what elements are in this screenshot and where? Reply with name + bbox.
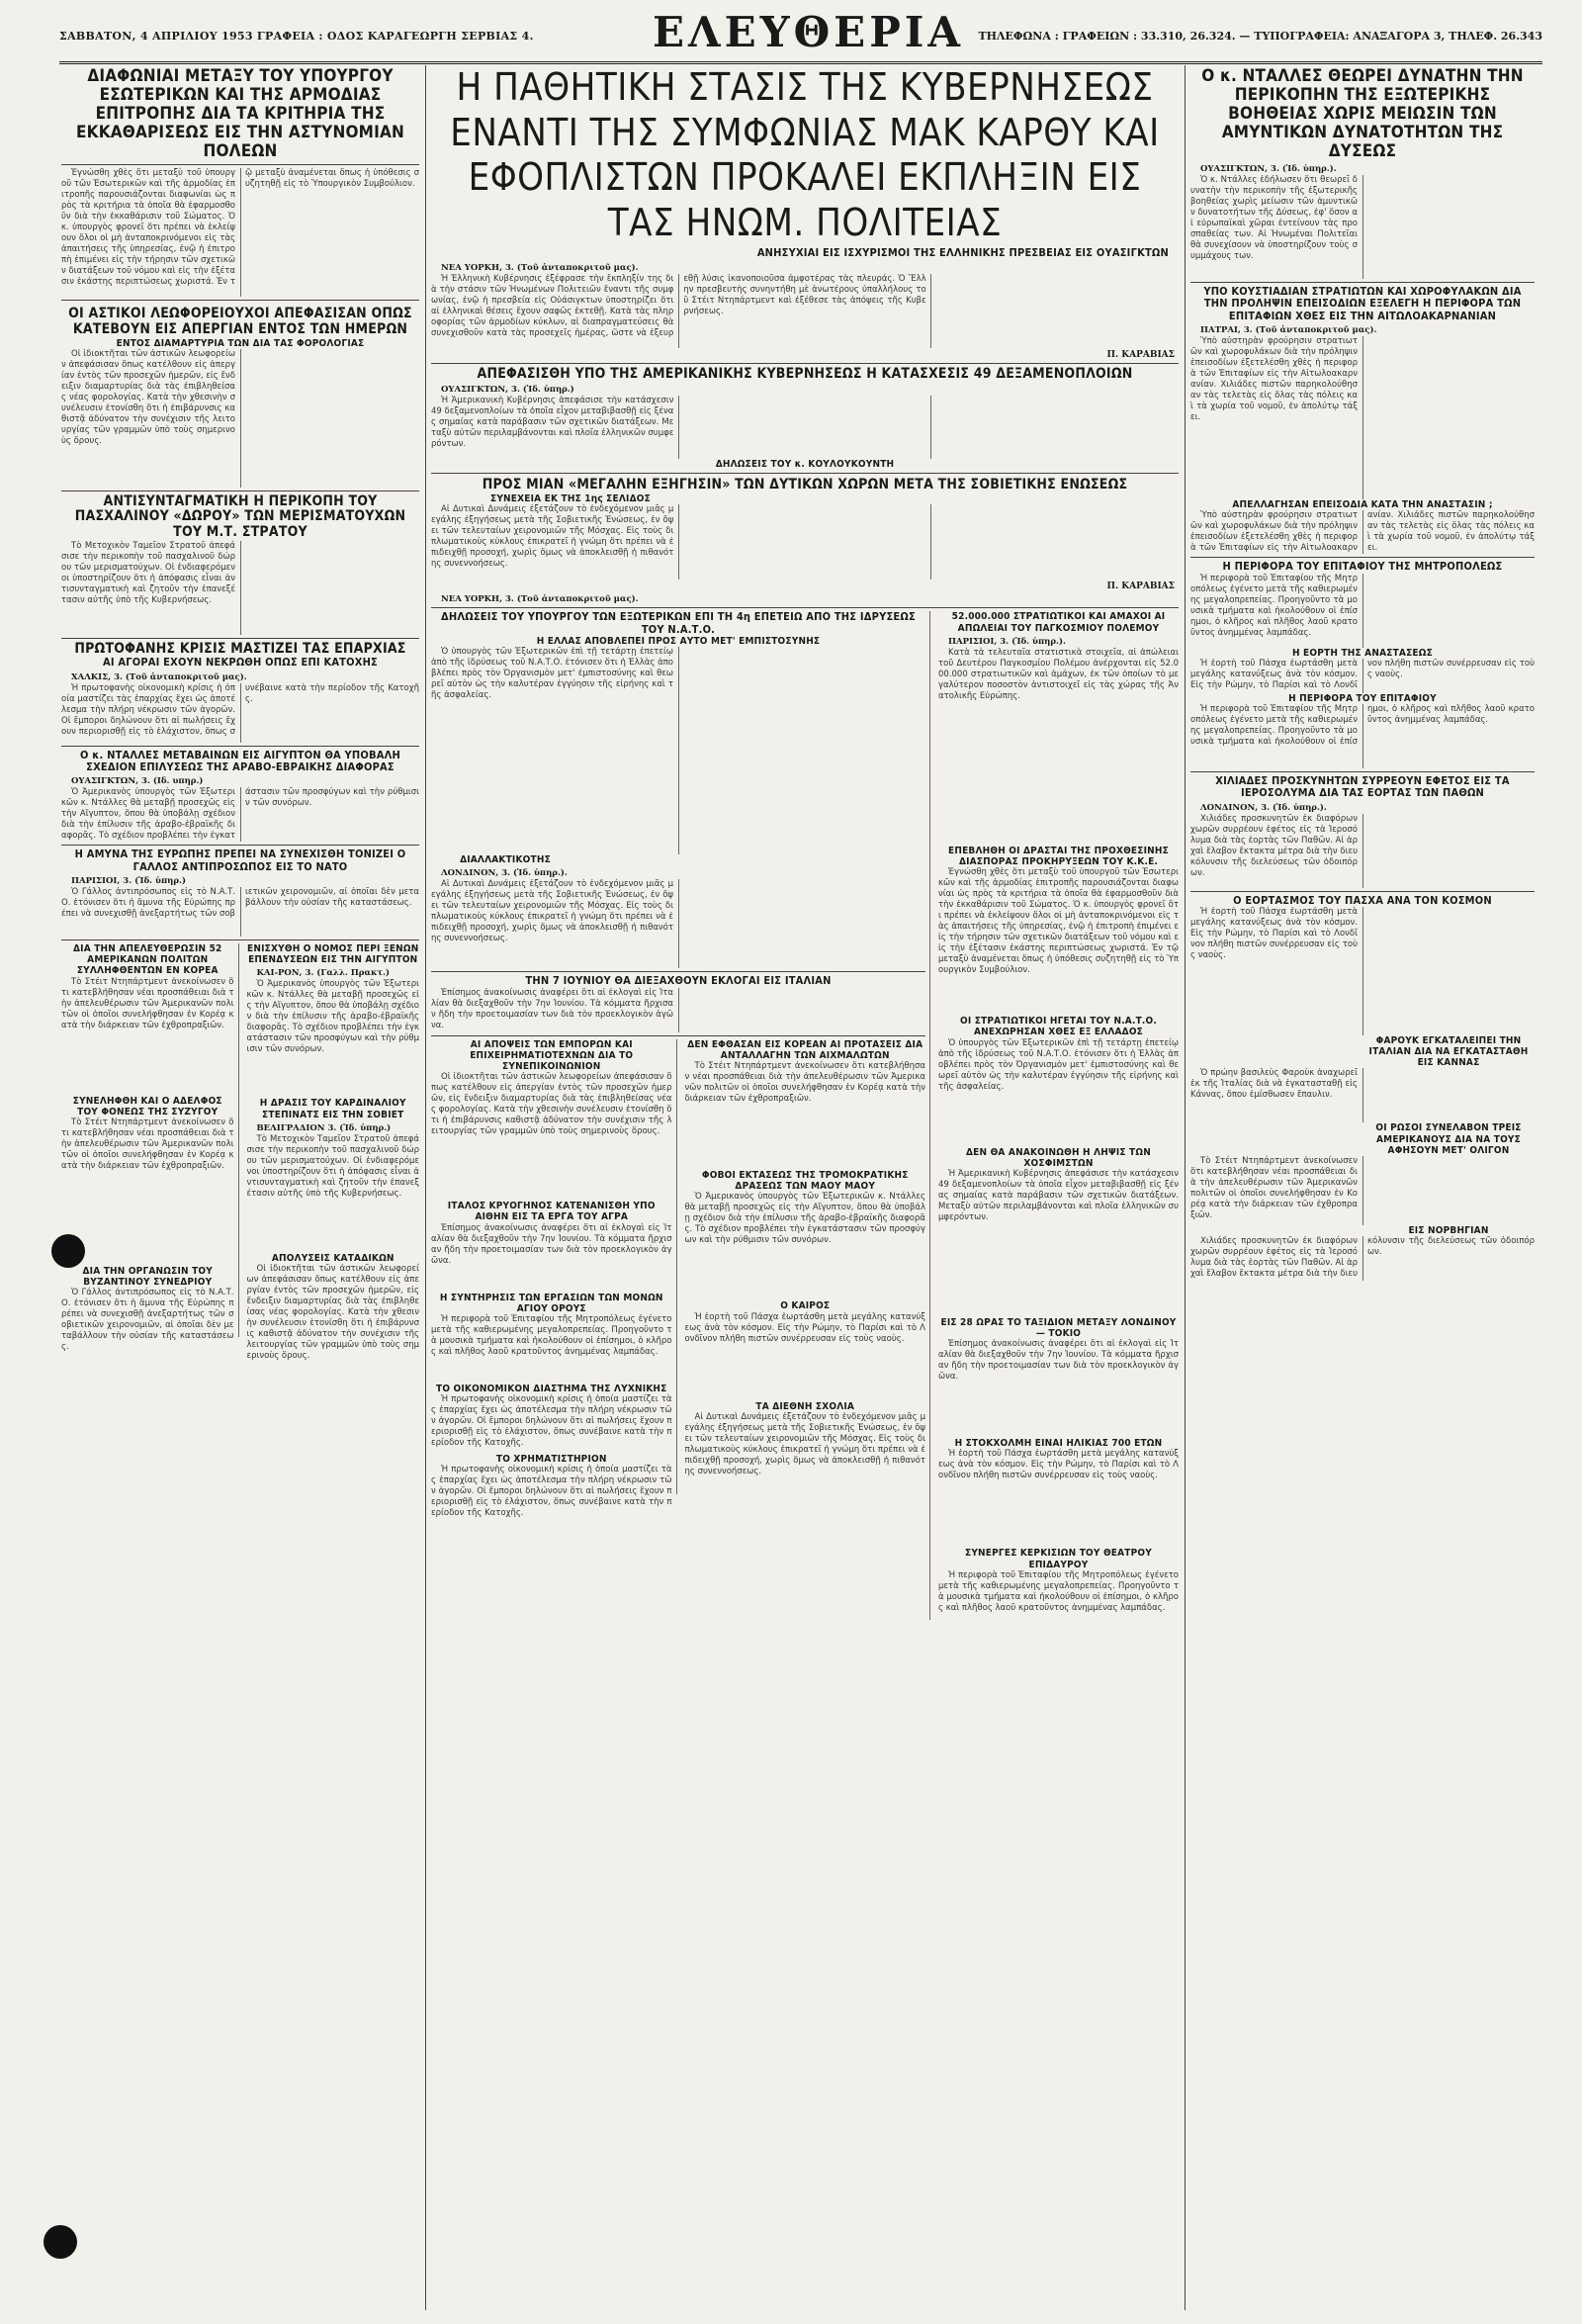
headline-emporoi: ΑΙ ΑΠΟΨΕΙΣ ΤΩΝ ΕΜΠΟΡΩΝ ΚΑΙ ΕΠΙΧΕΙΡΗΜΑΤΙΟΤΕΧΝΩΝ ΔΙΑ ΤΟ ΣΥΝΕΠΙΚΟΙΝΩΝΙΟΝ	[470, 1038, 634, 1073]
article-byzantine: Ὁ Γάλλος ἀντιπρόσωπος εἰς τὸ Ν.Α.Τ.Ο. ἐτόνισεν ὅτι ἡ ἄμυνα τῆς Εὐρώπης πρέπει νὰ συνεχισθῇ ἀνεξαρτήτως τῶν σοβιετικῶν χειρονομιῶν, αἱ ὁποῖαι δὲν μεταβάλλουν τὴν οὐσίαν τῆς καταστάσεως.	[61, 1288, 234, 1353]
headline-korea-prisoners: ΔΙΑ ΤΗΝ ΑΠΕΛΕΥΘΕΡΩΣΙΝ 52 ΑΜΕΡΙΚΑΝΩΝ ΠΟΛΙΤΩΝ ΣΥΛΛΗΦΘΕΝΤΩΝ ΕΝ ΚΟΡΕΑ	[73, 942, 222, 977]
right-column	[1190, 67, 1535, 2312]
dateline-belgrade: ΒΕΛΙΓΡΑΔΙΟΝ 3. (Ἰδ. ὑπηρ.)	[256, 1122, 392, 1133]
article-emporoi: Οἱ ἰδιοκτῆται τῶν ἀστικῶν λεωφορείων ἀπεφάσισαν ὅπως κατέλθουν εἰς ἀπεργίαν ἐντὸς τῶν προσεχῶν ἡμερῶν, εἰς ἔνδειξιν διαμαρτυρίας διὰ τὰς ἐπιβληθείσας νέας φορολογίας. Κατὰ τὴν χθεσινὴν συνέλευσιν ἐτονίσθη ὅτι ἡ ἐπιβάρυνσις καθιστᾷ ἀδύνατον τὴν συνέχισιν τῆς λειτουργίας τῶν γραμμῶν ὑπὸ τοὺς σημερινοὺς ὅρους.	[431, 1072, 672, 1137]
article-synelifthi: Τὸ Στέιτ Ντηπάρτμεντ ἀνεκοίνωσεν ὅτι κατεβλήθησαν νέαι προσπάθειαι διὰ τὴν ἀπελευθέρωσιν τῶν Ἀμερικανῶν πολιτῶν οἱ ὁποῖοι συνελήφθησαν ἐν Κορέᾳ κατὰ τὴν διάρκειαν τῶν ἐχθροπραξιῶν.	[61, 1117, 234, 1171]
headline-megali-exigisi: ΠΡΟΣ ΜΙΑΝ «ΜΕΓΑΛΗΝ ΕΞΗΓΗΣΙΝ» ΤΩΝ ΔΥΤΙΚΩΝ ΧΩΡΩΝ ΜΕΤΑ ΤΗΣ ΣΟΒΙΕΤΙΚΗΣ ΕΝΩΣΕΩΣ	[482, 476, 1128, 492]
article-apolyseis: Οἱ ἰδιοκτῆται τῶν ἀστικῶν λεωφορείων ἀπεφάσισαν ὅπως κατέλθουν εἰς ἀπεργίαν ἐντὸς τῶν προσεχῶν ἡμερῶν, εἰς ἔνδειξιν διαμαρτυρίας διὰ τὰς ἐπιβληθείσας νέας φορολογίας. Κατὰ τὴν χθεσινὴν συνέλευσιν ἐτονίσθη ὅτι ἡ ἐπιβάρυνσις καθιστᾷ ἀδύνατον τὴν συνέχισιν τῆς λειτουργίας τῶν γραμμῶν ὑπὸ τοὺς σημερινοὺς ὅρους.	[246, 1263, 419, 1361]
headline-ierosolyma: ΧΙΛΙΑΔΕΣ ΠΡΟΣΚΥΝΗΤΩΝ ΣΥΡΡΕΟΥΝ ΕΦΕΤΟΣ ΕΙΣ ΤΑ ΙΕΡΟΣΟΛΥΜΑ ΔΙΑ ΤΑΣ ΕΟΡΤΑΣ ΤΩΝ ΠΑΘΩΝ	[1215, 773, 1510, 800]
article-epitafioi: Ὑπὸ αὐστηρὰν φρούρησιν στρατιωτῶν καὶ χωροφυλάκων διὰ τὴν πρόληψιν ἐπεισοδίων ἐξετελέσθη χθὲς ἡ περιφορὰ τῶν Ἐπιταφίων εἰς τὴν Αἰτωλοακαρνανίαν. Χιλιάδες πιστῶν παρηκολούθησαν τὰς τελετὰς εἰς ὅλας τὰς πόλεις καὶ τὰ χωρία τοῦ νομοῦ, ἐν ἀπολύτῳ τάξει.	[1190, 336, 1358, 423]
dateline-washington: ΟΥΑΣΙΓΚΤΩΝ, 3. (Ιδ. υπηρ.)	[71, 776, 204, 787]
article-ierosolyma: Χιλιάδες προσκυνητῶν ἐκ διαφόρων χωρῶν συρρέουν ἐφέτος εἰς τὰ Ἱεροσόλυμα διὰ τὰς ἑορτὰς τῶν Παθῶν. Αἱ ἀρχαὶ ἔλαβον ἔκτακτα μέτρα διὰ τὴν διευκόλυνσιν τῆς διελεύσεως τῶν ὁδοιπόρων.	[1190, 813, 1358, 878]
article-tankers: Ἡ Ἀμερικανικὴ Κυβέρνησις ἀπεφάσισε τὴν κατάσχεσιν 49 δεξαμενοπλοίων τὰ ὁποῖα εἶχον μεταβιβασθῇ εἰς ξένας σημαίας κατὰ παράβασιν τῶν σχετικῶν διατάξεων. Μεταξὺ αὐτῶν περιλαμβάνονται καὶ πλοῖα ἑλληνικῶν συμφερόντων.	[431, 396, 674, 450]
ink-stain	[44, 2225, 77, 2259]
headline-leoforeia: ΟΙ ΑΣΤΙΚΟΙ ΛΕΩΦΟΡΕΙΟΥΧΟΙ ΑΠΕΦΑΣΙΣΑΝ ΟΠΩΣ ΚΑΤΕΒΟΥΝ ΕΙΣ ΑΠΕΡΓΙΑΝ ΕΝΤΟΣ ΤΩΝ ΗΜΕΡΩΝ	[68, 306, 412, 337]
article-italy: Ἐπίσημος ἀνακοίνωσις ἀναφέρει ὅτι αἱ ἐκλογαὶ εἰς Ἰταλίαν θὰ διεξαχθοῦν τὴν 7ην Ἰουνίου. Τὰ κόμματα ἤρχισαν ἤδη τὴν προετοιμασίαν των διὰ τὸν προεκλογικὸν ἀγῶνα.	[431, 987, 673, 1030]
headline-ntalles-aigyptos: Ο κ. ΝΤΑΛΛΕΣ ΜΕΤΑΒΑΙΝΩΝ ΕΙΣ ΑΙΓΥΠΤΟΝ ΘΑ ΥΠΟΒΑΛΗ ΣΧΕΔΙΟΝ ΕΠΙΛΥΣΕΩΣ ΤΗΣ ΑΡΑΒΟ-ΕΒΡΑΙΚΗΣ ΔΙΑΦΟΡΑΣ	[80, 748, 400, 773]
headline-doro: ΑΝΤΙΣΥΝΤΑΓΜΑΤΙΚΗ Η ΠΕΡΙΚΟΠΗ ΤΟΥ ΠΑΣΧΑΛΙΝΟΥ «ΔΩΡΟΥ» ΤΩΝ ΜΕΡΙΣΜΑΤΟΥΧΩΝ ΤΟΥ Μ.Τ. ΣΤΡΑΤΟΥ	[74, 492, 406, 541]
article-megali-exigisi: Αἱ Δυτικαὶ Δυνάμεις ἐξετάζουν τὸ ἐνδεχόμενον μιᾶς μεγάλης ἐξηγήσεως μετὰ τῆς Σοβιετικῆς Ἑνώσεως, ἐν ὄψει τῶν τελευταίων χειρονομιῶν τῆς Μόσχας. Εἰς τοὺς διπλωματικοὺς κύκλους ἐπικρατεῖ ἡ γνώμη ὅτι πρέπει νὰ ἐπιδειχθῇ προσοχή, χωρὶς ὅμως νὰ ἀποκλεισθῇ ἡ πιθανότης συνεννοήσεως.	[431, 503, 674, 569]
headline-xrimatistirion: ΤΟ ΧΡΗΜΑΤΙΣΤΗΡΙΟΝ	[495, 1454, 607, 1466]
headline-stockholm: Η ΣΤΟΚΧΟΛΜΗ ΕΙΝΑΙ ΗΛΙΚΙΑΣ 700 ΕΤΩΝ	[954, 1438, 1163, 1450]
article-eorti: Ἡ ἑορτὴ τοῦ Πάσχα ἑωρτάσθη μετὰ μεγάλης κατανύξεως ἀνὰ τὸν κόσμον. Εἰς τὴν Ρώμην, τὸ Παρίσι καὶ τὸ Λονδῖνον πλήθη πιστῶν συνέρρευσαν εἰς τοὺς ναοὺς.	[1190, 658, 1535, 690]
article-italos: Ἐπίσημος ἀνακοίνωσις ἀναφέρει ὅτι αἱ ἐκλογαὶ εἰς Ἰταλίαν θὰ διεξαχθοῦν τὴν 7ην Ἰουνίου. Τὰ κόμματα ἤρχισαν ἤδη τὴν προετοιμασίαν των διὰ τὸν προεκλογικὸν ἀγῶνα.	[431, 1222, 672, 1266]
dateline-london-right: ΛΟΝΔΙΝΟΝ, 3. (Ἰδ. ὑπηρ.).	[1200, 802, 1327, 813]
headline-italos: ΙΤΑΛΟΣ ΚΡΥΟΓΗΝΟΣ ΚΑΤΕΝΑΝΙΣΘΗ ΥΠΟ ΑΙΘΗΝ ΕΙΣ ΤΑ ΕΡΓΑ ΤΟΥ ΑΓΡΑ	[447, 1201, 656, 1223]
signature-karavias: Π. ΚΑΡΑΒΙΑΣ	[1106, 349, 1175, 360]
dateline-washington-right: ΟΥΑΣΙΓΚΤΩΝ, 3. (Ἰδ. ὑπηρ.).	[1200, 164, 1337, 175]
dateline-london: ΛΟΝΔΙΝΟΝ, 3. (Ἰδ. ὑπηρ.).	[441, 868, 568, 879]
article-farouk: Ὁ πρώην βασιλεὺς Φαροὺκ ἀναχωρεῖ ἐκ τῆς Ἰταλίας διὰ νὰ ἐγκατασταθῇ εἰς Κάννας, ὅπου ἐμίσθωσεν ἔπαυλιν.	[1190, 1068, 1358, 1101]
article-korea-proposals: Τὸ Στέιτ Ντηπάρτμεντ ἀνεκοίνωσεν ὅτι κατεβλήθησαν νέαι προσπάθειαι διὰ τὴν ἀπελευθέρωσιν τῶν Ἀμερικανῶν πολιτῶν οἱ ὁποῖοι συνελήφθησαν ἐν Κορέᾳ κατὰ τὴν διάρκειαν τῶν ἐχθροπραξιῶν.	[684, 1061, 925, 1105]
main-subheadline: ΑΝΗΣΥΧΙΑΙ ΕΙΣ ΙΣΧΥΡΙΣΜΟΙ ΤΗΣ ΕΛΛΗΝΙΚΗΣ ΠΡΕΣΒΕΙΑΣ ΕΙΣ ΟΥΑΣΙΓΚΤΩΝ	[756, 246, 1169, 260]
main-headline: Η ΠΑΘΗΤΙΚΗ ΣΤΑΣΙΣ ΤΗΣ ΚΥΒΕΡΝΗΣΕΩΣ ΕΝΑΝΤΙ ΤΗΣ ΣΥΜΦΩΝΙΑΣ ΜΑΚ ΚΑΡΘΥ ΚΑΙ ΕΦΟΠΛΙΣΤΩΝ ΠΡΟΚΑΛΕΙ ΕΚΠΛΗΞΙΝ ΕΙΣ ΤΑΣ ΗΝΩΜ. ΠΟΛΙΤΕΙΑΣ	[450, 65, 1160, 244]
subheadline-nato: Η ΕΛΛΑΣ ΑΠΟΒΛΕΠΕΙ ΠΡΟΣ ΑΥΤΟ ΜΕΤ' ΕΜΠΙΣΤΟΣΥΝΗΣ	[536, 636, 821, 648]
article-london-tokyo: Ἐπίσημος ἀνακοίνωσις ἀναφέρει ὅτι αἱ ἐκλογαὶ εἰς Ἰταλίαν θὰ διεξαχθοῦν τὴν 7ην Ἰουνίου. Τὰ κόμματα ἤρχισαν ἤδη τὴν προετοιμασίαν των διὰ τὸν προεκλογικὸν ἀγῶνα.	[938, 1339, 1179, 1383]
article-52-million: Κατὰ τὰ τελευταῖα στατιστικὰ στοιχεῖα, αἱ ἀπώλειαι τοῦ Δευτέρου Παγκοσμίου Πολέμου ἀνέρχονται εἰς 52.000.000 στρατιωτικῶν καὶ ἀμάχων, ἐκ τῶν ὁποίων τὸ μεγαλύτερον ποσοστὸν ἀντιστοιχεῖ εἰς τὰς χώρας τῆς Ἀνατολικῆς Εὐρώπης.	[938, 647, 1179, 701]
headline-synelifthi: ΣΥΝΕΛΗΦΘΗ ΚΑΙ Ο ΑΔΕΛΦΟΣ ΤΟΥ ΦΟΝΕΩΣ ΤΗΣ ΣΥΖΥΓΟΥ	[72, 1095, 222, 1117]
masthead-date-address: ΣΑΒΒΑΤΟΝ, 4 ΑΠΡΙΛΙΟΥ 1953 ΓΡΑΦΕΙΑ : ΟΔΟΣ ΚΑΡΑΓΕΩΡΓΗ ΣΕΡΒΙΑΣ 4.	[59, 30, 534, 43]
article-nato: Ὁ ὑπουργὸς τῶν Ἐξωτερικῶν ἐπὶ τῇ τετάρτῃ ἐπετείῳ ἀπὸ τῆς ἱδρύσεως τοῦ Ν.Α.Τ.Ο. ἐτόνισεν ὅτι ἡ Ἑλλὰς ἀποβλέπει πρὸς τὸν Ὀργανισμὸν μετ' ἐμπιστοσύνης καὶ θεωρεῖ αὐτὸν ὡς τὴν καλυτέραν ἐγγύησιν τῆς εἰρήνης καὶ τῆς ἀσφαλείας.	[431, 647, 673, 701]
article-xrimatistirion: Ἡ πρωτοφανὴς οἰκονομικὴ κρίσις ἡ ὁποία μαστίζει τὰς ἐπαρχίας ἔχει ὡς ἀποτέλεσμα τὴν πλήρη νέκρωσιν τῶν ἀγορῶν. Οἱ ἔμποροι δηλώνουν ὅτι αἱ πωλήσεις ἔχουν περιορισθῇ εἰς τὸ ἐλάχιστον, ὅπως συνέβαινε κατὰ τὴν περίοδον τῆς Κατοχῆς.	[431, 1465, 672, 1519]
article-stepinac: Τὸ Μετοχικὸν Ταμεῖον Στρατοῦ ἀπεφάσισε τὴν περικοπὴν τοῦ πασχαλινοῦ δώρου τῶν μερισματούχων. Οἱ ἐνδιαφερόμενοι ὑποστηρίζουν ὅτι ἡ ἀπόφασις εἶναι ἀντισυνταγματικὴ καὶ ζητοῦν τὴν ἐπανεξέτασιν αὐτῆς ὑπὸ τῆς Κυβερνήσεως.	[246, 1133, 419, 1199]
headline-norvigia: ΕΙΣ ΝΟΡΒΗΓΙΑΝ	[1408, 1225, 1489, 1237]
article-ntalles-aigyptos: Ὁ Ἀμερικανὸς ὑπουργὸς τῶν Ἐξωτερικῶν κ. Ντάλλες θὰ μεταβῇ προσεχῶς εἰς τὴν Αἴγυπτον, ὅπου θὰ ὑποβάλῃ σχέδιον διὰ τὴν ἐπίλυσιν τῆς ἀραβο-ἑβραϊκῆς διαφορᾶς. Τὸ σχέδιον προβλέπει τὴν ἐγκατάστασιν τῶν προσφύγων καὶ τὴν ρύθμισιν τῶν συνόρων.	[61, 787, 419, 842]
article-nato-leaders: Ὁ ὑπουργὸς τῶν Ἐξωτερικῶν ἐπὶ τῇ τετάρτῃ ἐπετείῳ ἀπὸ τῆς ἱδρύσεως τοῦ Ν.Α.Τ.Ο. ἐτόνισεν ὅτι ἡ Ἑλλὰς ἀποβλέπει πρὸς τὸν Ὀργανισμὸν μετ' ἐμπιστοσύνης καὶ θεωρεῖ αὐτὸν ὡς τὴν καλυτέραν ἐγγύησιν τῆς εἰρήνης καὶ τῆς ἀσφαλείας.	[938, 1037, 1179, 1092]
article-epidauros: Ἡ περιφορὰ τοῦ Ἐπιταφίου τῆς Μητροπόλεως ἐγένετο μετὰ τῆς καθιερωμένης μεγαλοπρεπείας. Προηγοῦντο τὰ μουσικὰ τμήματα καὶ ἠκολούθουν οἱ ἐπίσημοι, ὁ κλῆρος καὶ πλῆθος λαοῦ κρατοῦντος ἀνημμένας λαμπάδας.	[938, 1569, 1179, 1613]
dateline-patras: ΠΑΤΡΑΙ, 3. (Τοῦ ἀνταποκριτοῦ μας).	[1200, 325, 1377, 336]
article-norvigia: Χιλιάδες προσκυνητῶν ἐκ διαφόρων χωρῶν συρρέουν ἐφέτος εἰς τὰ Ἱεροσόλυμα διὰ τὰς ἑορτὰς τῶν Παθῶν. Αἱ ἀρχαὶ ἔλαβον ἔκτακτα μέτρα διὰ τὴν διευκόλυνσιν τῆς διελεύσεως τῶν ὁδοιπόρων.	[1190, 1236, 1535, 1280]
article-stockholm: Ἡ ἑορτὴ τοῦ Πάσχα ἑωρτάσθη μετὰ μεγάλης κατανύξεως ἀνὰ τὸν κόσμον. Εἰς τὴν Ρώμην, τὸ Παρίσι καὶ τὸ Λονδῖνον πλήθη πιστῶν συνέρρευσαν εἰς τοὺς ναοὺς.	[938, 1449, 1179, 1481]
continuation-note: ΣΥΝΕΧΕΙΑ ΕΚ ΤΗΣ 1ης ΣΕΛΙΔΟΣ	[490, 492, 651, 504]
headline-stepinac: Η ΔΡΑΣΙΣ ΤΟΥ ΚΑΡΔΙΝΑΛΙΟΥ ΣΤΕΠΙΝΑΤΣ ΕΙΣ ΤΗΝ ΣΟΒΙΕΤ	[259, 1098, 406, 1120]
masthead-phones: ΤΗΛΕΦΩΝΑ : ΓΡΑΦΕΙΩΝ : 33.310, 26.324. — ΤΥΠΟΓΡΑΦΕΙΑ: ΑΝΑΞΑΓΟΡΑ 3, ΤΗΛΕΦ. 26.343	[978, 30, 1542, 43]
headline-byzantine-congress: ΔΙΑ ΤΗΝ ΟΡΓΑΝΩΣΙΝ ΤΟΥ ΒΥΖΑΝΤΙΝΟΥ ΣΥΝΕΔΡΙΟΥ	[82, 1265, 213, 1289]
headline-apolyseis: ΑΠΟΛΥΣΕΙΣ ΚΑΤΑΔΙΚΩΝ	[271, 1252, 395, 1264]
headline-italy-elections: ΤΗΝ 7 ΙΟΥΝΙΟΥ ΘΑ ΔΙΕΞΑΧΘΟΥΝ ΕΚΛΟΓΑΙ ΕΙΣ ΙΤΑΛΙΑΝ	[525, 974, 832, 988]
article-korea-prisoners: Τὸ Στέιτ Ντηπάρτμεντ ἀνεκοίνωσεν ὅτι κατεβλήθησαν νέαι προσπάθειαι διὰ τὴν ἀπελευθέρωσιν τῶν Ἀμερικανῶν πολιτῶν οἱ ὁποῖοι συνελήφθησαν ἐν Κορέᾳ κατὰ τὴν διάρκειαν τῶν ἐχθροπραξιῶν.	[61, 976, 234, 1030]
article-mitropoleos: Ἡ περιφορὰ τοῦ Ἐπιταφίου τῆς Μητροπόλεως ἐγένετο μετὰ τῆς καθιερωμένης μεγαλοπρεπείας. Προηγοῦντο τὰ μουσικὰ τμήματα καὶ ἠκολούθουν οἱ ἐπίσημοι, ὁ κλῆρος καὶ πλῆθος λαοῦ κρατοῦντος ἀνημμένας λαμπάδας.	[1190, 573, 1358, 638]
article-mau-mau: Ὁ Ἀμερικανὸς ὑπουργὸς τῶν Ἐξωτερικῶν κ. Ντάλλες θὰ μεταβῇ προσεχῶς εἰς τὴν Αἴγυπτον, ὅπου θὰ ὑποβάλῃ σχέδιον διὰ τὴν ἐπίλυσιν τῆς ἀραβο-ἑβραϊκῆς διαφορᾶς. Τὸ σχέδιον προβλέπει τὴν ἐγκατάστασιν τῶν προσφύγων καὶ τὴν ρύθμισιν τῶν συνόρων.	[684, 1192, 925, 1246]
subheadline-kouloukountis: ΔΗΛΩΣΕΙΣ ΤΟΥ κ. ΚΟΥΛΟΥΚΟΥΝΤΗ	[715, 458, 895, 470]
column-rule	[1185, 65, 1186, 2310]
headline-pascha-kosmos: Ο ΕΟΡΤΑΣΜΟΣ ΤΟΥ ΠΑΣΧΑ ΑΝΑ ΤΟΝ ΚΟΣΜΟΝ	[1233, 893, 1492, 907]
article-ntalles-voitheia: Ὁ κ. Ντάλλες ἐδήλωσεν ὅτι θεωρεῖ δυνατὴν τὴν περικοπὴν τῆς ἐξωτερικῆς βοηθείας χωρὶς μείωσιν τῶν ἀμυντικῶν δυνατοτήτων τῆς Δύσεως, ἐφ' ὅσον αἱ εὐρωπαϊκαὶ χῶραι ἐντείνουν τὰς προσπαθείας των. Αἱ Ἡνωμέναι Πολιτεῖαι θὰ συνεχίσουν νὰ ὑποστηρίζουν τοὺς συμμάχους των.	[1190, 175, 1358, 262]
article-anastasis: Ὑπὸ αὐστηρὰν φρούρησιν στρατιωτῶν καὶ χωροφυλάκων διὰ τὴν πρόληψιν ἐπεισοδίων ἐξετελέσθη χθὲς ἡ περιφορὰ τῶν Ἐπιταφίων εἰς τὴν Αἰτωλοακαρνανίαν. Χιλιάδες πιστῶν παρηκολούθησαν τὰς τελετὰς εἰς ὅλας τὰς πόλεις καὶ τὰ χωρία τοῦ νομοῦ, ἐν ἀπολύτῳ τάξει.	[1190, 510, 1535, 554]
article-diallaktikotis: Αἱ Δυτικαὶ Δυνάμεις ἐξετάζουν τὸ ἐνδεχόμενον μιᾶς μεγάλης ἐξηγήσεως μετὰ τῆς Σοβιετικῆς Ἑνώσεως, ἐν ὄψει τῶν τελευταίων χειρονομιῶν τῆς Μόσχας. Εἰς τοὺς διπλωματικοὺς κύκλους ἐπικρατεῖ ἡ γνώμη ὅτι πρέπει νὰ ἐπιδειχθῇ προσοχή, χωρὶς ὅμως νὰ ἀποκλεισθῇ ἡ πιθανότης συνεννοήσεως.	[431, 879, 673, 944]
left-column	[61, 67, 419, 2312]
headline-nato-anniversary: ΔΗΛΩΣΕΙΣ ΤΟΥ ΥΠΟΥΡΓΟΥ ΤΩΝ ΕΞΩΤΕΡΙΚΩΝ ΕΠΙ ΤΗ 4η ΕΠΕΤΕΙΩ ΑΠΟ ΤΗΣ ΙΔΡΥΣΕΩΣ ΤΟΥ Ν.Α.Τ.Ο.	[441, 610, 916, 636]
article-main: Ἡ Ἑλληνικὴ Κυβέρνησις ἐξέφρασε τὴν ἔκπληξίν της διὰ τὴν στάσιν τῶν Ἡνωμένων Πολιτειῶν ἔναντι τῆς συμφωνίας, ἐνῷ ἡ πρεσβεία εἰς Οὐάσιγκτων ὑποστηρίζει ὅτι αἱ ἑλληνικαὶ θέσεις ἔχουν σαφῶς ἐκτεθῇ. Κατὰ τὰς πληροφορίας τῶν ἀρμοδίων κύκλων, αἱ διαπραγματεύσεις θὰ συνεχισθοῦν κατὰ τὰς προσεχεῖς ἡμέρας, ὥστε νὰ ἐξευρεθῇ λύσις ἱκανοποιοῦσα ἀμφοτέρας τὰς πλευράς. Ὁ Ἕλλην πρεσβευτὴς συνηντήθη μὲ ἀνωτέρους ὑπαλλήλους τοῦ Στέιτ Ντηπάρτμεντ καὶ ἐξέθεσε τὰς ἀπόψεις τῆς Κυβερνήσεως.	[431, 273, 926, 338]
headline-mau-mau: ΦΟΒΟΙ ΕΚΤΑΣΕΩΣ ΤΗΣ ΤΡΟΜΟΚΡΑΤΙΚΗΣ ΔΡΑΣΕΩΣ ΤΩΝ ΜΑΟΥ ΜΑΟΥ	[701, 1170, 909, 1193]
headline-korea-proposals: ΔΕΝ ΕΦΘΑΣΑΝ ΕΙΣ ΚΟΡΕΑΝ ΑΙ ΠΡΟΤΑΣΕΙΣ ΔΙΑ ΑΝΤΑΛΛΑΓΗΝ ΤΩΝ ΑΙΧΜΑΛΩΤΩΝ	[687, 1038, 923, 1061]
headline-diethni-scholia: ΤΑ ΔΙΕΘΝΗ ΣΧΟΛΙΑ	[755, 1400, 855, 1412]
headline-ntalles-voitheia: Ο κ. ΝΤΑΛΛΕΣ ΘΕΩΡΕΙ ΔΥΝΑΤΗΝ ΤΗΝ ΠΕΡΙΚΟΠΗΝ ΤΗΣ ΕΞΩΤΕΡΙΚΗΣ ΒΟΗΘΕΙΑΣ ΧΩΡΙΣ ΜΕΙΩΣΙΝ ΤΩΝ ΑΜΥΝΤΙΚΩΝ ΔΥΝΑΤΟΤΗΤΩΝ ΤΗΣ ΔΥΣΕΩΣ	[1201, 66, 1524, 162]
dateline-paris-2: ΠΑΡΙΣΙΟΙ, 3. (Ἰδ. ὑπηρ.).	[948, 636, 1066, 647]
headline-synthrisis: Η ΣΥΝΤΗΡΗΣΙΣ ΤΩΝ ΕΡΓΑΣΙΩΝ ΤΩΝ ΜΟΝΩΝ ΑΓΙΟΥ ΟΡΟΥΣ	[439, 1292, 663, 1314]
article-oikonomikon: Ἡ πρωτοφανὴς οἰκονομικὴ κρίσις ἡ ὁποία μαστίζει τὰς ἐπαρχίας ἔχει ὡς ἀποτέλεσμα τὴν πλήρη νέκρωσιν τῶν ἀγορῶν. Οἱ ἔμποροι δηλώνουν ὅτι αἱ πωλήσεις ἔχουν περιορισθῇ εἰς τὸ ἐλάχιστον, ὅπως συνέβαινε κατὰ τὴν περίοδον τῆς Κατοχῆς.	[431, 1394, 672, 1449]
subheadline-anastasis: ΑΠΕΛΛΑΓΗΣΑΝ ΕΠΕΙΣΟΔΙΑ ΚΑΤΑ ΤΗΝ ΑΝΑΣΤΑΣΙΝ ;	[1232, 499, 1493, 511]
headline-nomos-aigyptos: ΕΝΙΣΧΥΘΗ Ο ΝΟΜΟΣ ΠΕΡΙ ΞΕΝΩΝ ΕΠΕΝΔΥΣΕΩΝ ΕΙΣ ΤΗΝ ΑΙΓΥΠΤΟΝ	[247, 942, 419, 966]
article-anakoinosi: Ἡ Ἀμερικανικὴ Κυβέρνησις ἀπεφάσισε τὴν κατάσχεσιν 49 δεξαμενοπλοίων τὰ ὁποῖα εἶχον μεταβιβασθῇ εἰς ξένας σημαίας κατὰ παράβασιν τῶν σχετικῶν διατάξεων. Μεταξὺ αὐτῶν περιλαμβάνονται καὶ πλοῖα ἑλληνικῶν συμφερόντων.	[938, 1168, 1179, 1222]
headline-nato-leaders: ΟΙ ΣΤΡΑΤΙΩΤΙΚΟΙ ΗΓΕΤΑΙ ΤΟΥ Ν.Α.Τ.Ο. ΑΝΕΧΩΡΗΣΑΝ ΧΘΕΣ ΕΞ ΕΛΛΑΔΟΣ	[959, 1016, 1158, 1038]
subheadline-periphora: Η ΠΕΡΙΦΟΡΑ ΤΟΥ ΕΠΙΤΑΦΙΟΥ	[1288, 692, 1437, 704]
newspaper-title: ΕΛΕΥΘΕΡΙΑ	[653, 8, 965, 56]
dateline-kairo: ΚΑΙ-ΡΟΝ, 3. (Γαλλ. Πρακτ.)	[256, 968, 391, 979]
headline-tankers: ΑΠΕΦΑΣΙΣΘΗ ΥΠΟ ΤΗΣ ΑΜΕΡΙΚΑΝΙΚΗΣ ΚΥΒΕΡΝΗΣΕΩΣ Η ΚΑΤΑΣΧΕΣΙΣ 49 ΔΕΞΑΜΕΝΟΠΛΟΙΩΝ	[477, 365, 1133, 382]
headline-epitafioi: ΥΠΟ ΚΟΥΣΤΙΑΔΙΑΝ ΣΤΡΑΤΙΩΤΩΝ ΚΑΙ ΧΩΡΟΦΥΛΑΚΩΝ ΔΙΑ ΤΗΝ ΠΡΟΛΗΨΙΝ ΕΠΕΙΣΟΔΙΩΝ ΕΞΕΛΕΓΗ Η ΠΕΡΙΦΟΡΑ ΤΩΝ ΕΠΙΤΑΦΙΩΝ ΧΘΕΣ ΕΙΣ ΤΗΝ ΑΙΤΩΛΟΑΚΑΡΝΑΝΙΑΝ	[1203, 285, 1522, 322]
headline-rosoi: ΟΙ ΡΩΣΟΙ ΣΥΝΕΛΑΒΟΝ ΤΡΕΙΣ ΑΜΕΡΙΚΑΝΟΥΣ ΔΙΑ ΝΑ ΤΟΥΣ ΑΦΗΣΟΥΝ ΜΕΤ' ΟΛΙΓΟΝ	[1375, 1122, 1522, 1156]
headline-krisis: ΠΡΩΤΟΦΑΝΗΣ ΚΡΙΣΙΣ ΜΑΣΤΙΖΕΙ ΤΑΣ ΕΠΑΡΧΙΑΣ	[74, 640, 406, 657]
headline-london-tokyo: ΕΙΣ 28 ΩΡΑΣ ΤΟ ΤΑΞΙΔΙΟΝ ΜΕΤΑΞΥ ΛΟΝΔΙΝΟΥ — ΤΟΚΙΟ	[940, 1316, 1177, 1340]
headline-anakoinosi: ΔΕΝ ΘΑ ΑΝΑΚΟΙΝΩΘΗ Η ΛΗΨΙΣ ΤΩΝ ΧΟΣΦΙΜΣΤΩΝ	[966, 1146, 1151, 1169]
article-leoforeia: Οἱ ἰδιοκτῆται τῶν ἀστικῶν λεωφορείων ἀπεφάσισαν ὅπως κατέλθουν εἰς ἀπεργίαν ἐντὸς τῶν προσεχῶν ἡμερῶν, εἰς ἔνδειξιν διαμαρτυρίας διὰ τὰς ἐπιβληθείσας νέας φορολογίας. Κατὰ τὴν χθεσινὴν συνέλευσιν ἐτονίσθη ὅτι ἡ ἐπιβάρυνσις καθιστᾷ ἀδύνατον τὴν συνέχισιν τῆς λειτουργίας τῶν γραμμῶν ὑπὸ τοὺς σημερινοὺς ὅρους.	[61, 348, 236, 446]
article-kke: Ἐγνώσθη χθὲς ὅτι μεταξὺ τοῦ ὑπουργοῦ τῶν Ἐσωτερικῶν καὶ τῆς ἀρμοδίας ἐπιτροπῆς παρουσιάζονται διαφωνίαι ὡς πρὸς τὰ κριτήρια τὰ ὁποῖα θὰ ἐφαρμοσθοῦν διὰ τὴν ἐκκαθάρισιν τοῦ Σώματος. Ὁ κ. ὑπουργὸς φρονεῖ ὅτι πρέπει νὰ ἐκλείψουν ὅλοι οἱ μὴ ἀνταποκρινόμενοι εἰς τὰς ἀπαιτήσεις τῆς ὑπηρεσίας, ἐνῷ ἡ ἐπιτροπὴ ἐπιμένει εἰς τὴν τήρησιν τῶν σχετικῶν διατάξεων τοῦ νόμου καὶ εἰς τὴν ἐξέτασιν ἑκάστης περιπτώσεως χωριστά. Ἐν τῷ μεταξὺ ἀναμένεται ὅπως ἡ ὑπόθεσις συζητηθῇ εἰς τὸ Ὑπουργικὸν Συμβούλιον.	[938, 867, 1179, 976]
article-amyna: Ὁ Γάλλος ἀντιπρόσωπος εἰς τὸ Ν.Α.Τ.Ο. ἐτόνισεν ὅτι ἡ ἄμυνα τῆς Εὐρώπης πρέπει νὰ συνεχισθῇ ἀνεξαρτήτως τῶν σοβιετικῶν χειρονομιῶν, αἱ ὁποῖαι δὲν μεταβάλλουν τὴν οὐσίαν τῆς καταστάσεως.	[61, 886, 419, 919]
article-diafoniai: Ἐγνώσθη χθὲς ὅτι μεταξὺ τοῦ ὑπουργοῦ τῶν Ἐσωτερικῶν καὶ τῆς ἀρμοδίας ἐπιτροπῆς παρουσιάζονται διαφωνίαι ὡς πρὸς τὰ κριτήρια τὰ ὁποῖα θὰ ἐφαρμοσθοῦν διὰ τὴν ἐκκαθάρισιν τοῦ Σώματος. Ὁ κ. ὑπουργὸς φρονεῖ ὅτι πρέπει νὰ ἐκλείψουν ὅλοι οἱ μὴ ἀνταποκρινόμενοι εἰς τὰς ἀπαιτήσεις τῆς ὑπηρεσίας, ἐνῷ ἡ ἐπιτροπὴ ἐπιμένει εἰς τὴν τήρησιν τῶν σχετικῶν διατάξεων τοῦ νόμου καὶ εἰς τὴν ἐξέτασιν ἑκάστης περιπτώσεως χωριστά. Ἐν τῷ μεταξὺ ἀναμένεται ὅπως ἡ ὑπόθεσις συζητηθῇ εἰς τὸ Ὑπουργικὸν Συμβούλιον.	[61, 168, 419, 288]
dateline-tankers: ΟΥΑΣΙΓΚΤΩΝ, 3. (Ἰδ. ὑπηρ.)	[441, 385, 574, 396]
article-periphora: Ἡ περιφορὰ τοῦ Ἐπιταφίου τῆς Μητροπόλεως ἐγένετο μετὰ τῆς καθιερωμένης μεγαλοπρεπείας. Προηγοῦντο τὰ μουσικὰ τμήματα καὶ ἠκολούθουν οἱ ἐπίσημοι, ὁ κλῆρος καὶ πλῆθος λαοῦ κρατοῦντος ἀνημμένας λαμπάδας.	[1190, 703, 1535, 747]
headline-oikonomikon: ΤΟ ΟΙΚΟΝΟΜΙΚΟΝ ΔΙΑΣΤΗΜΑ ΤΗΣ ΛΥΧΝΙΚΗΣ	[436, 1384, 667, 1395]
headline-farouk: ΦΑΡΟΥΚ ΕΓΚΑΤΑΛΕΙΠΕΙ ΤΗΝ ΙΤΑΛΙΑΝ ΔΙΑ ΝΑ ΕΓΚΑΤΑΣΤΑΘΗ ΕΙΣ ΚΑΝΝΑΣ	[1368, 1034, 1529, 1069]
article-nomos: Ὁ Ἀμερικανὸς ὑπουργὸς τῶν Ἐξωτερικῶν κ. Ντάλλες θὰ μεταβῇ προσεχῶς εἰς τὴν Αἴγυπτον, ὅπου θὰ ὑποβάλῃ σχέδιον διὰ τὴν ἐπίλυσιν τῆς ἀραβο-ἑβραϊκῆς διαφορᾶς. Τὸ σχέδιον προβλέπει τὴν ἐγκατάστασιν τῶν προσφύγων καὶ τὴν ρύθμισιν τῶν συνόρων.	[246, 979, 419, 1055]
headline-epidauros: ΣΥΝΕΡΓΕΣ ΚΕΡΚΙΣΙΩΝ ΤΟΥ ΘΕΑΤΡΟΥ ΕΠΙΔΑΥΡΟΥ	[965, 1548, 1152, 1570]
subheadline-eorti-anastaseos: Η ΕΟΡΤΗ ΤΗΣ ΑΝΑΣΤΑΣΕΩΣ	[1292, 647, 1433, 659]
subheadline-leoforeia: ΕΝΤΟΣ ΔΙΑΜΑΡΤΥΡΙΑ ΤΩΝ ΔΙΑ ΤΑΣ ΦΟΡΟΛΟΓΙΑΣ	[116, 337, 365, 349]
masthead	[59, 8, 1542, 64]
article-krisis: Ἡ πρωτοφανὴς οἰκονομικὴ κρίσις ἡ ὁποία μαστίζει τὰς ἐπαρχίας ἔχει ὡς ἀποτέλεσμα τὴν πλήρη νέκρωσιν τῶν ἀγορῶν. Οἱ ἔμποροι δηλώνουν ὅτι αἱ πωλήσεις ἔχουν περιορισθῇ εἰς τὸ ἐλάχιστον, ὅπως συνέβαινε κατὰ τὴν περίοδον τῆς Κατοχῆς.	[61, 682, 419, 737]
dateline-paris: ΠΑΡΙΣΙΟΙ, 3. (Ἰδ. ὑπηρ.)	[71, 875, 186, 886]
article-kairos: Ἡ ἑορτὴ τοῦ Πάσχα ἑωρτάσθη μετὰ μεγάλης κατανύξεως ἀνὰ τὸν κόσμον. Εἰς τὴν Ρώμην, τὸ Παρίσι καὶ τὸ Λονδῖνον πλήθη πιστῶν συνέρρευσαν εἰς τοὺς ναοὺς.	[684, 1311, 925, 1344]
article-doro: Τὸ Μετοχικὸν Ταμεῖον Στρατοῦ ἀπεφάσισε τὴν περικοπὴν τοῦ πασχαλινοῦ δώρου τῶν μερισματούχων. Οἱ ἐνδιαφερόμενοι ὑποστηρίζουν ὅτι ἡ ἀπόφασις εἶναι ἀντισυνταγματικὴ καὶ ζητοῦν τὴν ἐπανεξέτασιν αὐτῆς ὑπὸ τῆς Κυβερνήσεως.	[61, 540, 235, 605]
dateline-chalkis: ΧΑΛΚΙΣ, 3. (Τοῦ ἀνταποκριτοῦ μας).	[71, 671, 247, 682]
column-rule	[425, 65, 426, 2310]
subheadline-agorai: ΑΙ ΑΓΟΡΑΙ ΕΧΟΥΝ ΝΕΚΡΩΘΗ ΟΠΩΣ ΕΠΙ ΚΑΤΟΧΗΣ	[102, 656, 379, 670]
center-section	[431, 65, 1179, 2310]
headline-52-million: 52.000.000 ΣΤΡΑΤΙΩΤΙΚΟΙ ΚΑΙ ΑΜΑΧΟΙ ΑΙ ΑΠΩΛΕΙΑΙ ΤΟΥ ΠΑΓΚΟΣΜΙΟΥ ΠΟΛΕΜΟΥ	[951, 611, 1166, 634]
dateline-ny-2: ΝΕΑ ΥΟΡΚΗ, 3. (Τοῦ ἀνταποκριτοῦ μας).	[441, 594, 639, 605]
headline-kairos: Ο ΚΑΙΡΟΣ	[780, 1300, 831, 1312]
headline-kke: ΕΠΕΒΛΗΘΗ ΟΙ ΔΡΑΣΤΑΙ ΤΗΣ ΠΡΟΧΘΕΣΙΝΗΣ ΔΙΑΣΠΟΡΑΣ ΠΡΟΚΗΡΥΞΕΩΝ ΤΟΥ Κ.Κ.Ε.	[948, 845, 1169, 867]
headline-diafoniai: ΔΙΑΦΩΝΙΑΙ ΜΕΤΑΞΥ ΤΟΥ ΥΠΟΥΡΓΟΥ ΕΣΩΤΕΡΙΚΩΝ ΚΑΙ ΤΗΣ ΑΡΜΟΔΙΑΣ ΕΠΙΤΡΟΠΗΣ ΔΙΑ ΤΑ ΚΡΙΤΗΡΙΑ ΤΗΣ ΕΚΚΑΘΑΡΙΣΕΩΣ ΕΙΣ ΤΗΝ ΑΣΤΥΝΟΜΙΑΝ ΠΟΛΕΩΝ	[76, 66, 404, 162]
article-synthrisis: Ἡ περιφορὰ τοῦ Ἐπιταφίου τῆς Μητροπόλεως ἐγένετο μετὰ τῆς καθιερωμένης μεγαλοπρεπείας. Προηγοῦντο τὰ μουσικὰ τμήματα καὶ ἠκολούθουν οἱ ἐπίσημοι, ὁ κλῆρος καὶ πλῆθος λαοῦ κρατοῦντος ἀνημμένας λαμπάδας.	[431, 1314, 672, 1358]
article-rosoi: Τὸ Στέιτ Ντηπάρτμεντ ἀνεκοίνωσεν ὅτι κατεβλήθησαν νέαι προσπάθειαι διὰ τὴν ἀπελευθέρωσιν τῶν Ἀμερικανῶν πολιτῶν οἱ ὁποῖοι συνελήφθησαν ἐν Κορέᾳ κατὰ τὴν διάρκειαν τῶν ἐχθροπραξιῶν.	[1190, 1156, 1358, 1221]
headline-amyna-evropis: Η ΑΜΥΝΑ ΤΗΣ ΕΥΡΩΠΗΣ ΠΡΕΠΕΙ ΝΑ ΣΥΝΕΧΙΣΘΗ ΤΟΝΙΖΕΙ Ο ΓΑΛΛΟΣ ΑΝΤΙΠΡΟΣΩΠΟΣ ΕΙΣ ΤΟ ΝΑΤΟ	[74, 848, 406, 873]
ink-stain	[51, 1234, 85, 1268]
dateline-new-york: ΝΕΑ ΥΟΡΚΗ, 3. (Τοῦ ἀνταποκριτοῦ μας).	[441, 262, 639, 273]
subheadline-diallaktikotis: ΔΙΑΛΛΑΚΤΙΚΟΤΗΣ	[460, 854, 551, 866]
article-diethni: Αἱ Δυτικαὶ Δυνάμεις ἐξετάζουν τὸ ἐνδεχόμενον μιᾶς μεγάλης ἐξηγήσεως μετὰ τῆς Σοβιετικῆς Ἑνώσεως, ἐν ὄψει τῶν τελευταίων χειρονομιῶν τῆς Μόσχας. Εἰς τοὺς διπλωματικοὺς κύκλους ἐπικρατεῖ ἡ γνώμη ὅτι πρέπει νὰ ἐπιδειχθῇ προσοχή, χωρὶς ὅμως νὰ ἀποκλεισθῇ ἡ πιθανότης συνεννοήσεως.	[684, 1411, 925, 1476]
headline-mitropoleos: Η ΠΕΡΙΦΟΡΑ ΤΟΥ ΕΠΙΤΑΦΙΟΥ ΤΗΣ ΜΗΤΡΟΠΟΛΕΩΣ	[1222, 560, 1503, 574]
signature-karavias-2: Π. ΚΑΡΑΒΙΑΣ	[1106, 581, 1175, 592]
article-pascha-kosmos: Ἡ ἑορτὴ τοῦ Πάσχα ἑωρτάσθη μετὰ μεγάλης κατανύξεως ἀνὰ τὸν κόσμον. Εἰς τὴν Ρώμην, τὸ Παρίσι καὶ τὸ Λονδῖνον πλήθη πιστῶν συνέρρευσαν εἰς τοὺς ναοὺς.	[1190, 906, 1358, 960]
